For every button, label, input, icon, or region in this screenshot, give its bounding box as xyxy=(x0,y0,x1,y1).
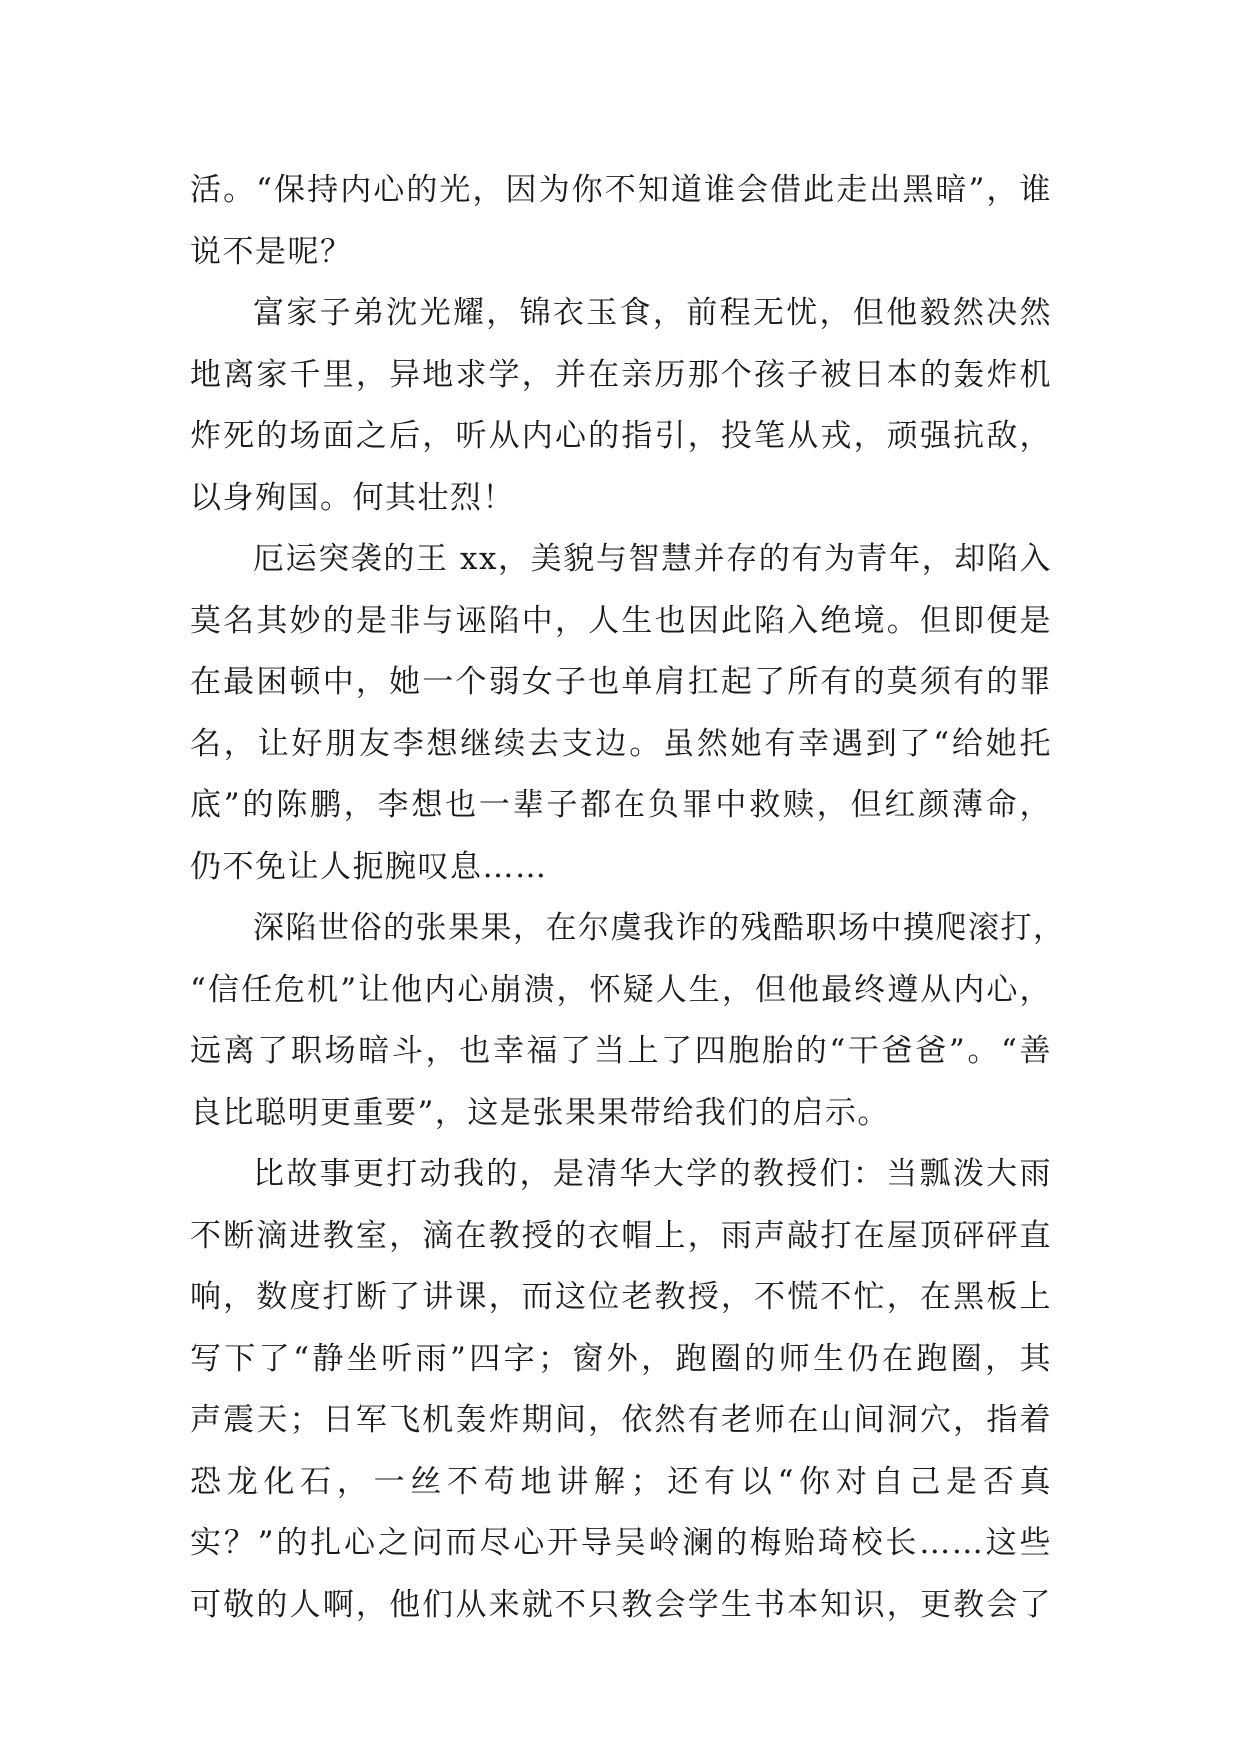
text-line: 地离家千里，异地求学，并在亲历那个孩子被日本的轰炸机 xyxy=(190,356,1052,393)
paragraph xyxy=(190,283,1052,529)
text-line: 恐龙化石，一丝不苟地讲解；还有以“你对自己是否真 xyxy=(190,1463,1052,1500)
text-line: 富家子弟沈光耀，锦衣玉食，前程无忧，但他毅然决然 xyxy=(253,295,1052,331)
text-line: 活。“保持内心的光，因为你不知道谁会借此走出黑暗”，谁 xyxy=(190,172,1052,208)
paragraph xyxy=(190,160,1052,283)
text-line: 仍不免让人扼腕叹息…… xyxy=(190,848,548,885)
text-line: 厄运突袭的王 xx，美貌与智慧并存的有为青年，却陷入 xyxy=(253,541,1052,577)
text-line: 不断滴进教室，滴在教授的衣帽上，雨声敲打在屋顶砰砰直 xyxy=(190,1217,1052,1254)
text-line: 远离了职场暗斗，也幸福了当上了四胞胎的“干爸爸”。“善 xyxy=(190,1033,1052,1069)
text-line: 以身殉国。何其壮烈！ xyxy=(190,479,515,516)
text-line: 在最困顿中，她一个弱女子也单肩扛起了所有的莫须有的罪 xyxy=(190,664,1052,700)
paragraph xyxy=(190,529,1052,898)
text-line: 写下了“静坐听雨”四字；窗外，跑圈的师生仍在跑圈，其 xyxy=(190,1340,1052,1377)
text-line: 良比聪明更重要”，这是张果果带给我们的启示。 xyxy=(190,1094,890,1131)
text-line: 比故事更打动我的，是清华大学的教授们：当瓢泼大雨 xyxy=(253,1156,1052,1192)
text-line: 炸死的场面之后，听从内心的指引，投笔从戎，顽强抗敌， xyxy=(190,418,1052,454)
document-body xyxy=(190,160,1066,1636)
paragraph xyxy=(190,1144,1052,1636)
paragraph xyxy=(190,898,1066,1144)
text-line: “信任危机”让他内心崩溃，怀疑人生，但他最终遵从内心， xyxy=(190,971,1052,1008)
text-line: 声震天；日军飞机轰炸期间，依然有老师在山间洞穴，指着 xyxy=(190,1402,1052,1438)
text-line: 说不是呢？ xyxy=(190,233,353,270)
text-line: 实？”的扎心之问而尽心开导吴岭澜的梅贻琦校长……这些 xyxy=(190,1525,1052,1561)
text-line: 深陷世俗的张果果，在尔虞我诈的残酷职场中摸爬滚打， xyxy=(253,910,1066,946)
text-line: 可敬的人啊，他们从来就不只教会学生书本知识，更教会了 xyxy=(190,1586,1052,1623)
text-line: 底”的陈鹏，李想也一辈子都在负罪中救赎，但红颜薄命， xyxy=(190,787,1052,823)
text-line: 莫名其妙的是非与诬陷中，人生也因此陷入绝境。但即便是 xyxy=(190,602,1052,639)
text-line: 名，让好朋友李想继续去支边。虽然她有幸遇到了“给她托 xyxy=(190,725,1052,762)
text-line: 响，数度打断了讲课，而这位老教授，不慌不忙，在黑板上 xyxy=(190,1279,1052,1315)
